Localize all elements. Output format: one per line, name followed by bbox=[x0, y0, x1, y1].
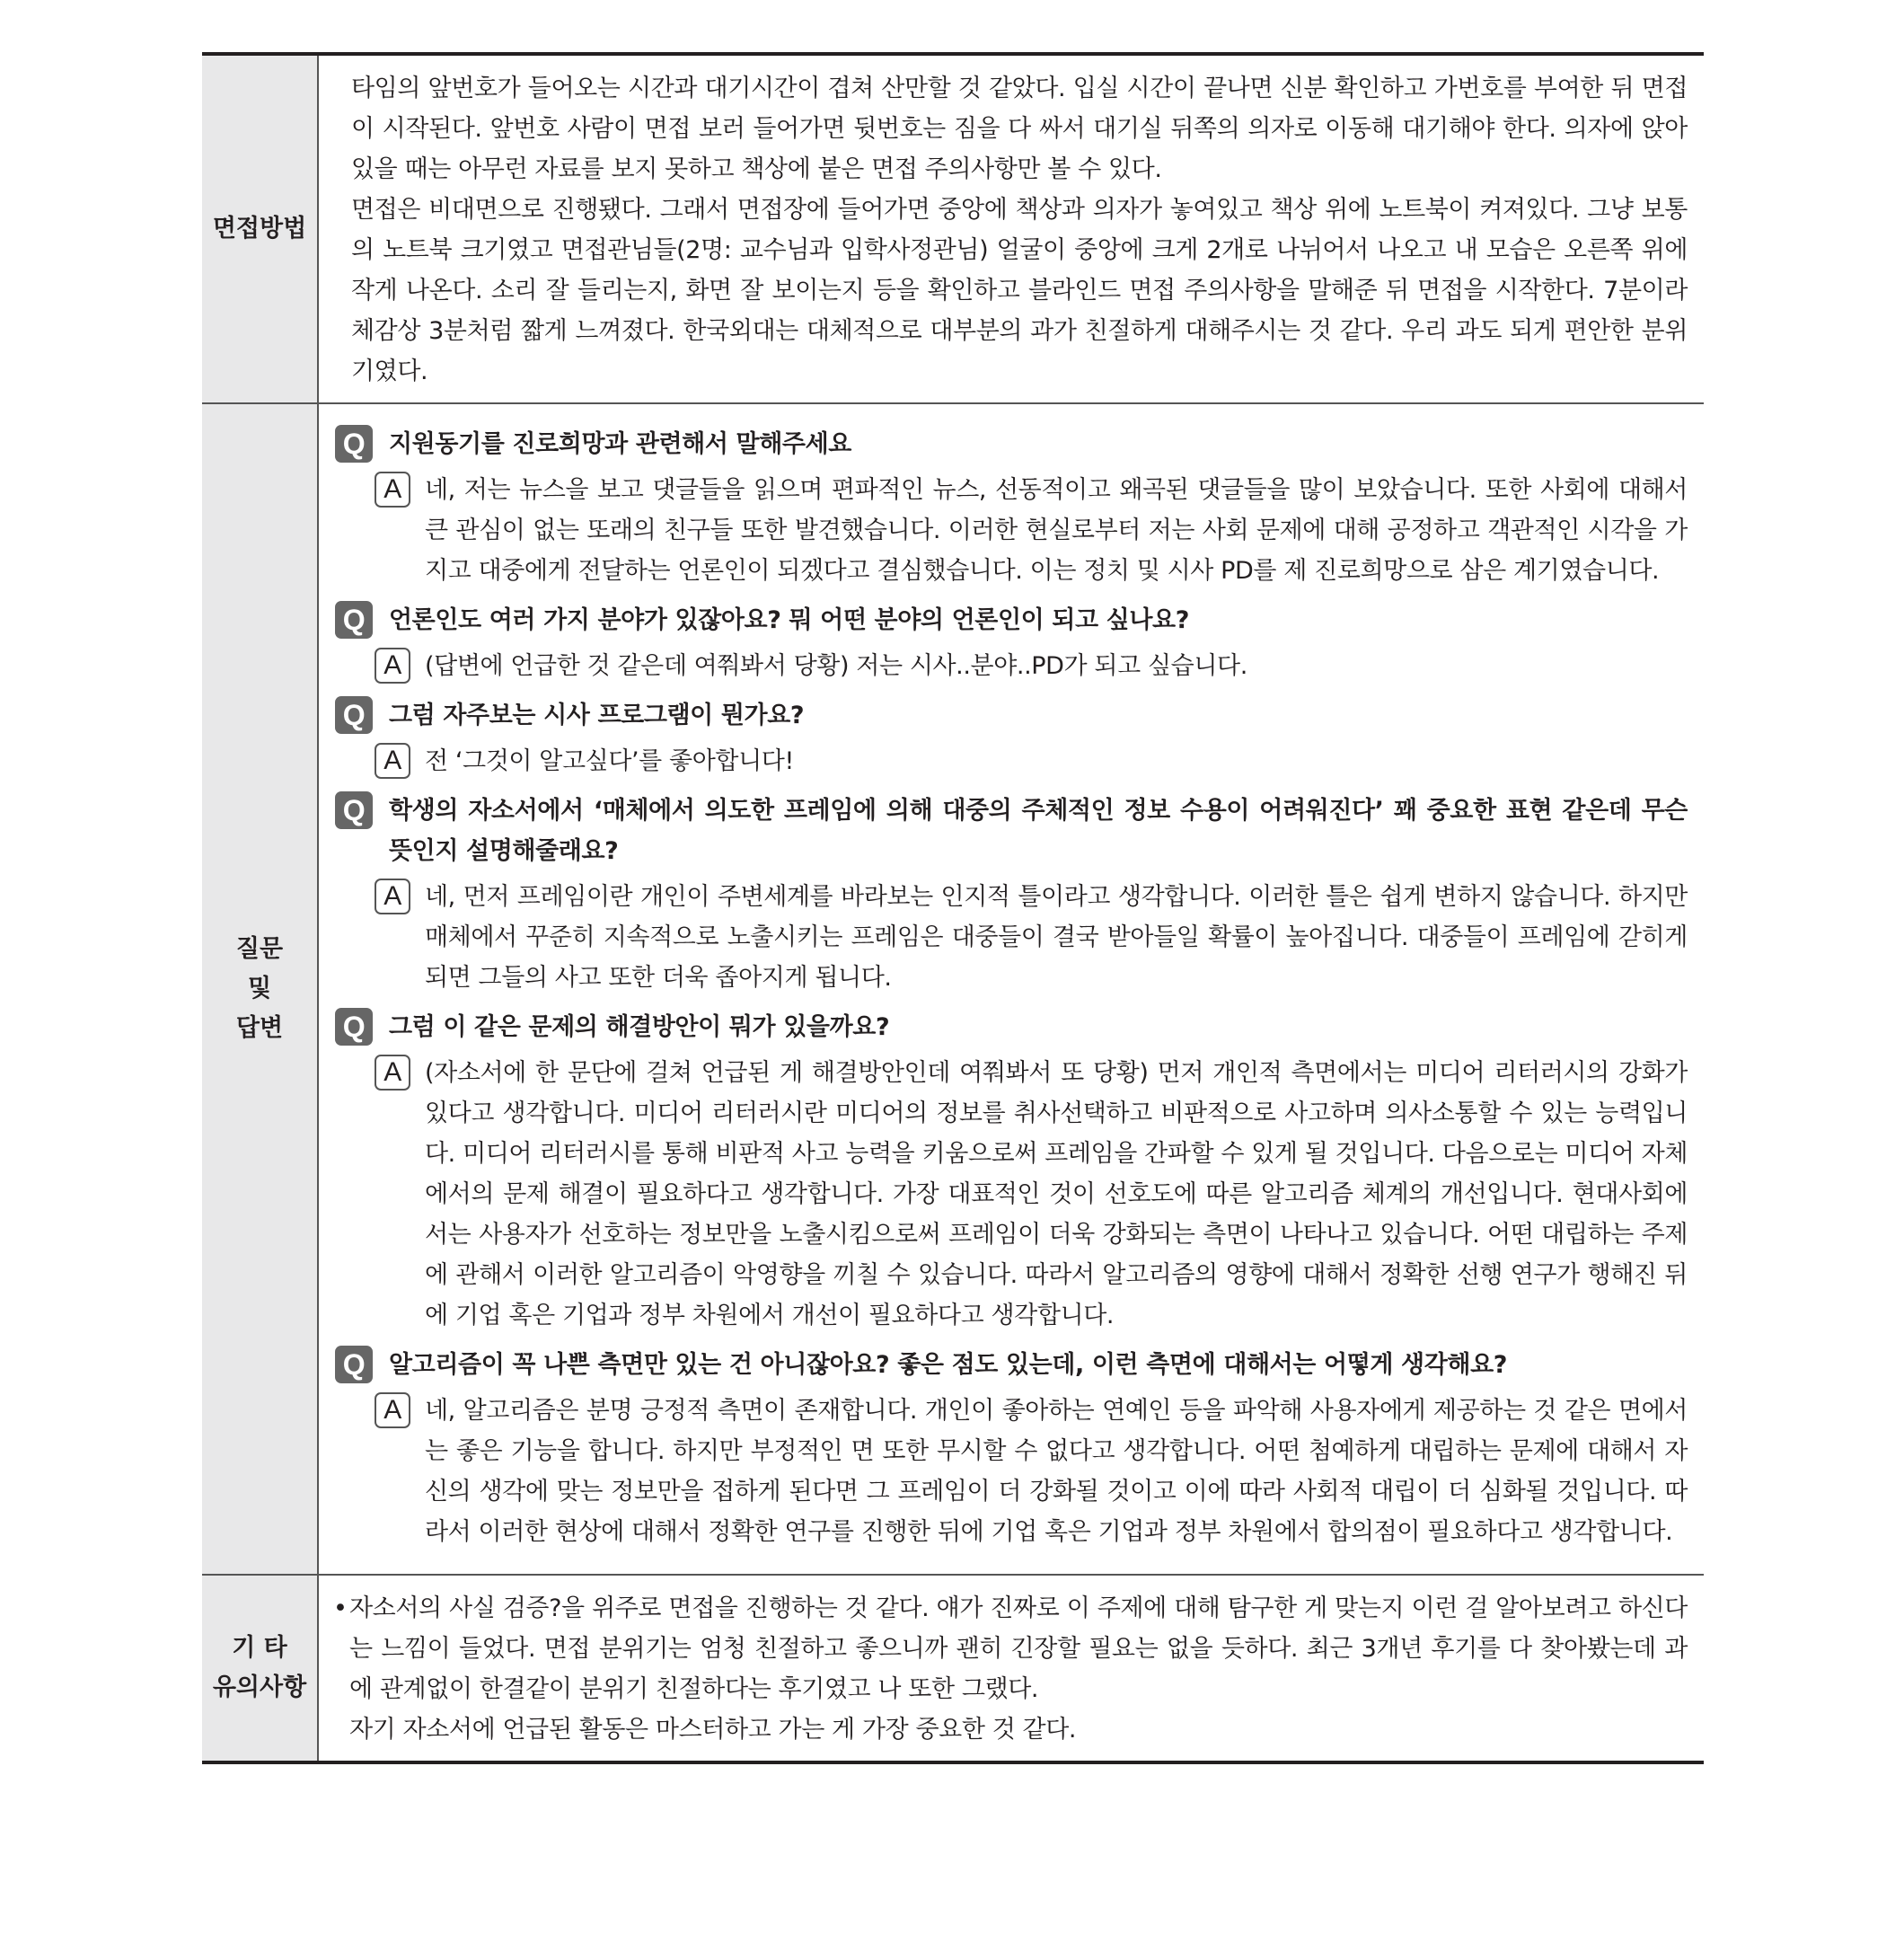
answer-text: (자소서에 한 문단에 걸쳐 언급된 게 해결방안인데 여쭤봐서 또 당황) 먼저 개인적 측면에서는 미디어 리터러시의 강화가 있다고 생각합니다. 미디어 리터러시란 미디어의 정보를 취사선택하고 비판적으로 사고하며 의사소통할 수 있는 능력입니다. 미디어 리터러시를 통해 비판적 사고 능력을 키움으로써 프레임을 간파할 수 있게 될 것입니다. 다음으로는 미디어 자체에서의 문제 해결이 필요하다고 생각합니다. 가장 대표적인 것이 선호도에 따른 알고리즘 체계의 개선입니다. 현대사회에서는 사용자가 선호하는 정보만을 노출시킴으로써 프레임이 더욱 강화되는 측면이 나타나고 있습니다. 어떤 대립하는 주제에 관해서 이러한 알고리즘이 악영향을 끼칠 수 있습니다. 따라서 알고리즘의 영향에 대해서 정확한 선행 연구가 행해진 뒤에 기업 혹은 기업과 정부 차원에서 개선이 필요하다고 생각합니다. bbox=[425, 1059, 1688, 1329]
answer-badge: A bbox=[375, 743, 410, 779]
question bbox=[335, 790, 1688, 871]
answer-text: (답변에 언급한 것 같은데 여쭤봐서 당황) 저는 시사..분야..PD가 되고 싶습니다. bbox=[425, 652, 1247, 680]
question-text: 학생의 자소서에서 ‘매체에서 의도한 프레임에 의해 대중의 주체적인 정보 수용이 어려워진다’ 꽤 중요한 표현 같은데 무슨 뜻인지 설명해줄래요? bbox=[389, 797, 1688, 865]
answer-badge: A bbox=[375, 1055, 410, 1091]
qa-item bbox=[335, 1007, 1688, 1336]
question-badge: Q bbox=[335, 1008, 373, 1046]
notes-label-cell bbox=[202, 1576, 319, 1761]
qa-label: 질문 및 답변 bbox=[235, 935, 284, 1042]
method-paragraph: 면접은 비대면으로 진행됐다. 그래서 면접장에 들어가면 중앙에 책상과 의자가 놓여있고 책상 위에 노트북이 켜져있다. 그냥 보통의 노트북 크기였고 면접관님들(2명: 교수님과 입학사정관님) 얼굴이 중앙에 크게 2개로 나뉘어서 나오고 내 모습은 오른쪽 위에 작게 나온다. 소리 잘 들리는지, 화면 잘 보이는지 등을 확인하고 블라인드 면접 주의사항을 말해준 뒤 면접을 시작한다. 7분이라 체감상 3분처럼 짧게 느껴졌다. 한국외대는 대체적으로 대부분의 과가 친절하게 대해주시는 것 같다. 우리 과도 되게 편안한 분위기였다. bbox=[351, 196, 1688, 385]
qa-item bbox=[335, 424, 1688, 591]
notes-label: 기 타 유의사항 bbox=[212, 1634, 307, 1701]
answer-badge: A bbox=[375, 879, 410, 914]
question-text: 알고리즘이 꼭 나쁜 측면만 있는 건 아니잖아요? 좋은 점도 있는데, 이런 측면에 대해서는 어떻게 생각해요? bbox=[389, 1351, 1508, 1379]
notes-row bbox=[202, 1574, 1704, 1761]
qa-item bbox=[335, 600, 1688, 686]
question-text: 언론인도 여러 가지 분야가 있잖아요? 뭐 어떤 분야의 언론인이 되고 싶나요? bbox=[389, 606, 1189, 634]
answer-badge: A bbox=[375, 472, 410, 508]
answer-badge: A bbox=[375, 648, 410, 684]
method-label-cell bbox=[202, 56, 319, 402]
qa-item bbox=[335, 790, 1688, 998]
qa-label-cell bbox=[202, 404, 319, 1574]
question-text: 그럼 자주보는 시사 프로그램이 뭔가요? bbox=[389, 702, 805, 729]
answer-badge: A bbox=[375, 1392, 410, 1428]
question bbox=[335, 1345, 1688, 1385]
question-badge: Q bbox=[335, 696, 373, 734]
question bbox=[335, 424, 1688, 464]
answer-text: 네, 저는 뉴스을 보고 댓글들을 읽으며 편파적인 뉴스, 선동적이고 왜곡된 댓글들을 많이 보았습니다. 또한 사회에 대해서 큰 관심이 없는 또래의 친구들 또한 발견했습니다. 이러한 현실로부터 저는 사회 문제에 대해 공정하고 객관적인 시각을 가지고 대중에게 전달하는 언론인이 되겠다고 결심했습니다. 이는 정치 및 시사 PD를 제 진로희망으로 삼은 계기였습니다. bbox=[425, 476, 1688, 585]
answer bbox=[375, 470, 1688, 591]
note-item bbox=[333, 1588, 1688, 1709]
question bbox=[335, 600, 1688, 640]
method-content bbox=[319, 56, 1704, 402]
answer bbox=[375, 741, 1688, 782]
answer bbox=[375, 877, 1688, 998]
question-text: 지원동기를 진로희망과 관련해서 말해주세요 bbox=[389, 430, 851, 458]
question-badge: Q bbox=[335, 1346, 373, 1383]
method-row bbox=[202, 56, 1704, 402]
answer bbox=[375, 1391, 1688, 1552]
note-text-2: 자기 자소서에 언급된 활동은 마스터하고 가는 게 가장 중요한 것 같다. bbox=[349, 1716, 1077, 1744]
question-badge: Q bbox=[335, 601, 373, 639]
question bbox=[335, 695, 1688, 736]
notes-content bbox=[319, 1576, 1704, 1761]
answer bbox=[375, 1053, 1688, 1336]
note-text: 자소서의 사실 검증?을 위주로 면접을 진행하는 것 같다. 얘가 진짜로 이 주제에 대해 탐구한 게 맞는지 이런 걸 알아보려고 하신다는 느낌이 들었다. 면접 분위기는 엄청 친절하고 좋으니까 괜히 긴장할 필요는 없을 듯하다. 최근 3개년 후기를 다 찾아봤는데 과에 관계없이 한결같이 분위기 친절하다는 후기였고 나 또한 그랬다. bbox=[349, 1594, 1688, 1703]
answer-text: 전 ‘그것이 알고싶다’를 좋아합니다! bbox=[425, 747, 794, 775]
method-label: 면접방법 bbox=[212, 215, 307, 243]
interview-review-table bbox=[202, 52, 1704, 1764]
answer-text: 네, 알고리즘은 분명 긍정적 측면이 존재합니다. 개인이 좋아하는 연예인 등을 파악해 사용자에게 제공하는 것 같은 면에서는 좋은 기능을 합니다. 하지만 부정적인 면 또한 무시할 수 없다고 생각합니다. 어떤 첨예하게 대립하는 문제에 대해서 자신의 생각에 맞는 정보만을 접하게 된다면 그 프레임이 더 강화될 것이고 이에 따라 사회적 대립이 더 심화될 것입니다. 따라서 이러한 현상에 대해서 정확한 연구를 진행한 뒤에 기업 혹은 기업과 정부 차원에서 합의점이 필요하다고 생각합니다. bbox=[425, 1397, 1688, 1546]
answer-text: 네, 먼저 프레임이란 개인이 주변세계를 바라보는 인지적 틀이라고 생각합니다. 이러한 틀은 쉽게 변하지 않습니다. 하지만 매체에서 꾸준히 지속적으로 노출시키는 프레임은 대중들이 결국 받아들일 확률이 높아집니다. 대중들이 프레임에 갇히게 되면 그들의 사고 또한 더욱 좁아지게 됩니다. bbox=[425, 883, 1688, 992]
question-text: 그럼 이 같은 문제의 해결방안이 뭐가 있을까요? bbox=[389, 1013, 890, 1041]
method-paragraph: 타임의 앞번호가 들어오는 시간과 대기시간이 겹쳐 산만할 것 같았다. 입실 시간이 끝나면 신분 확인하고 가번호를 부여한 뒤 면접이 시작된다. 앞번호 사람이 면접 보러 들어가면 뒷번호는 짐을 다 싸서 대기실 뒤쪽의 의자로 이동해 대기해야 한다. 의자에 앉아있을 때는 아무런 자료를 보지 못하고 책상에 붙은 면접 주의사항만 볼 수 있다. bbox=[351, 75, 1688, 183]
bullet-icon: • bbox=[333, 1594, 348, 1622]
question-badge: Q bbox=[335, 425, 373, 463]
qa-item bbox=[335, 1345, 1688, 1552]
question-badge: Q bbox=[335, 791, 373, 829]
question bbox=[335, 1007, 1688, 1047]
qa-item bbox=[335, 695, 1688, 782]
qa-row bbox=[202, 402, 1704, 1574]
answer bbox=[375, 646, 1688, 686]
qa-content bbox=[319, 404, 1704, 1574]
